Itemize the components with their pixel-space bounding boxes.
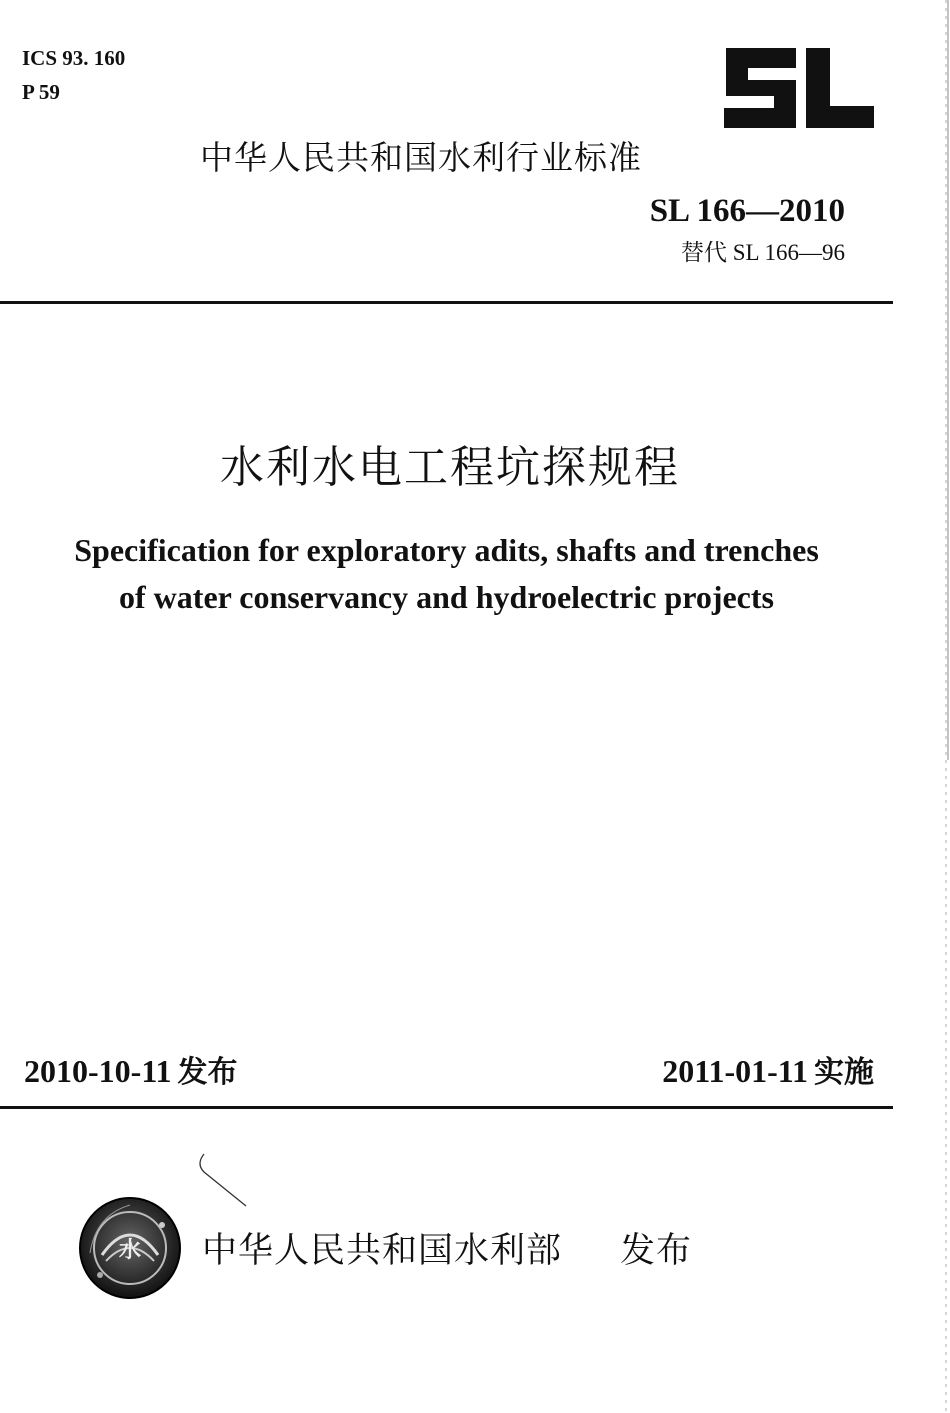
publisher-label: 发布 <box>620 1231 693 1271</box>
bottom-divider <box>0 1106 893 1109</box>
implement-label: 实施 <box>814 1055 874 1090</box>
standard-number: SL 166—2010 <box>649 193 845 229</box>
issue-date: 2010-10-11 <box>24 1053 172 1089</box>
sl-logo-l <box>806 48 874 128</box>
publisher-name: 中华人民共和国水利部 <box>202 1231 563 1271</box>
implement-date-block <box>662 1050 874 1094</box>
sl-logo <box>718 44 878 132</box>
document-title-chinese: 水利水电工程坑探规程 <box>220 442 680 493</box>
replaces-standard: 替代 SL 166—96 <box>681 240 845 265</box>
ics-code: ICS 93. 160 <box>22 46 126 70</box>
document-title-english-line2: of water conservancy and hydroelectric projects <box>119 579 774 615</box>
issue-date-block <box>24 1050 238 1094</box>
category-code: P 59 <box>22 80 60 104</box>
industry-standard-title: 中华人民共和国水利行业标准 <box>200 138 642 177</box>
implement-date: 2011-01-11 <box>662 1053 808 1089</box>
svg-text:水: 水 <box>118 1238 142 1263</box>
scan-edge-artifact <box>940 0 950 1413</box>
issue-label: 发布 <box>177 1055 238 1090</box>
pen-stroke-mark <box>192 1150 252 1210</box>
publisher-seal-icon <box>76 1195 184 1301</box>
document-title-english-line1: Specification for exploratory adits, shafts and trenches <box>74 532 819 568</box>
sl-logo-s <box>724 48 796 128</box>
top-divider <box>0 301 893 304</box>
